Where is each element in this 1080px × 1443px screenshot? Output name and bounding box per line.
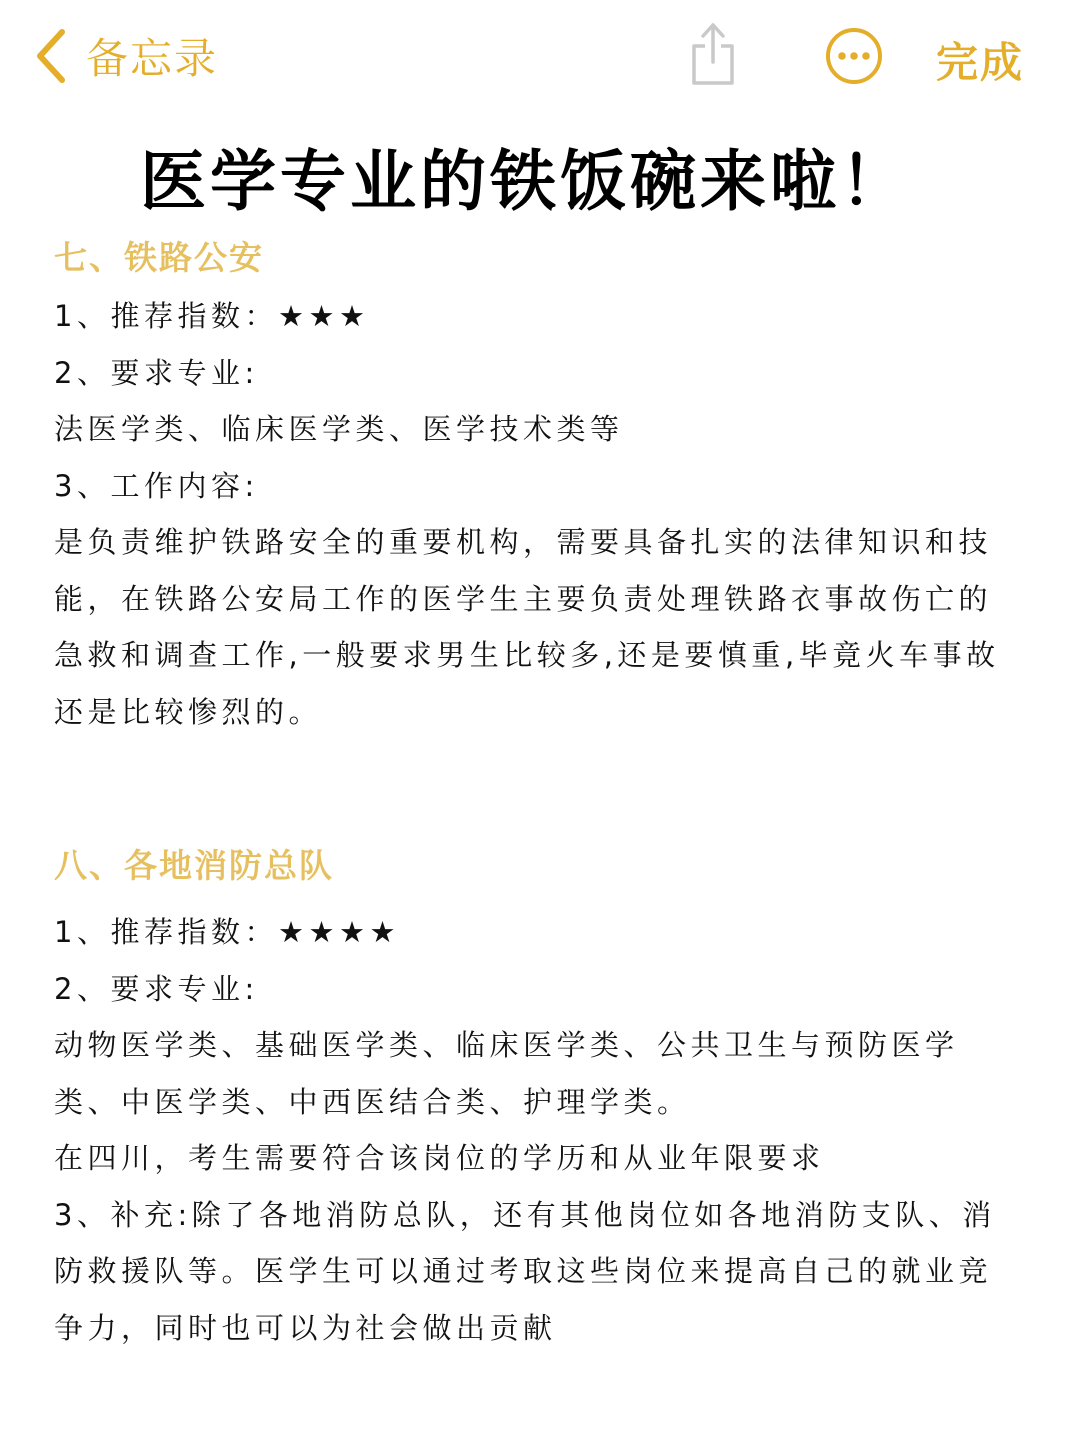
work-label: 3、工作内容: (54, 468, 259, 503)
majors-text: 动物医学类、基础医学类、临床医学类、公共卫生与预防医学类、中医学类、中西医结合类、护理学类。 (54, 1028, 959, 1119)
section-railway-police (54, 228, 1024, 740)
note-title: 医学专业的铁饭碗来啦！ (140, 143, 910, 220)
more-icon (824, 71, 884, 90)
more-options-button[interactable] (824, 26, 884, 86)
heading-spacer (54, 896, 1024, 904)
back-button[interactable] (34, 26, 218, 86)
rating-line: 1、推荐指数：★★★★ (54, 915, 400, 949)
region-note: 在四川，考生需要符合该岗位的学历和从业年限要求 (54, 1141, 825, 1175)
major-label: 2、要求专业: (54, 355, 259, 390)
section-fire-brigade (54, 836, 1024, 1356)
done-button[interactable]: 完成 (936, 38, 1025, 87)
back-label: 备忘录 (86, 34, 219, 83)
major-label: 2、要求专业: (54, 971, 259, 1006)
section-spacer (54, 740, 1024, 836)
rating-line: 1、推荐指数：★★★ (54, 299, 370, 333)
work-description: 是负责维护铁路安全的重要机构，需要具备扎实的法律知识和技能，在铁路公安局工作的医学生主要负责处理铁路衣事故伤亡的急救和调查工作,一般要求男生比较多,还是要慎重,毕竟火车事故还是比较惨烈的。 (54, 525, 1000, 729)
supplement-text: 3、补充:除了各地消防总队，还有其他岗位如各地消防支队、消防救援队等。医学生可以通过考取这些岗位来提高自己的就业竞争力，同时也可以为社会做出贡献 (54, 1197, 996, 1345)
share-icon (686, 73, 740, 92)
section-heading: 七、铁路公安 (54, 238, 264, 277)
chevron-left-icon (34, 28, 68, 84)
majors-text: 法医学类、临床医学类、医学技术类等 (54, 412, 624, 446)
navigation-bar (0, 0, 1080, 110)
section-heading: 八、各地消防总队 (54, 846, 334, 885)
note-body[interactable] (54, 228, 1024, 1356)
share-button[interactable] (686, 20, 740, 88)
